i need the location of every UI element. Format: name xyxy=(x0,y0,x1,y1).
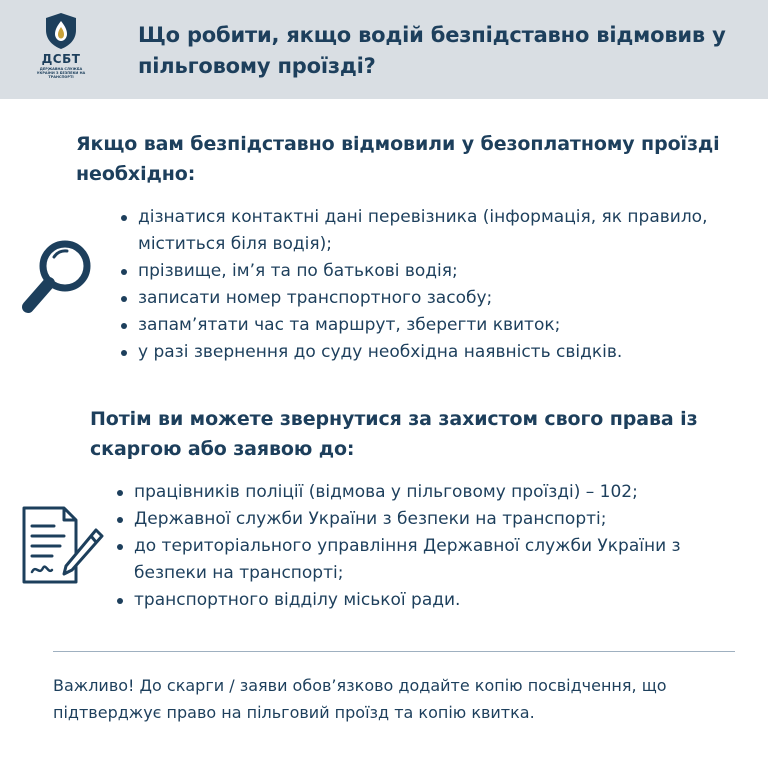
list-item: до територіального управління Державної служби України з безпеки на транспорті; xyxy=(114,533,754,587)
list-item: у разі звернення до суду необхідна наявність свідків. xyxy=(118,339,738,366)
section1-title: Якщо вам безпідставно відмовили у безоплатному проїзді необхідно: xyxy=(76,133,720,185)
magnifying-glass-icon xyxy=(20,236,96,320)
list-item: Державної служби України з безпеки на транспорті; xyxy=(114,506,754,533)
list-item: дізнатися контактні дані перевізника (інформація, як правило, міститься біля водія); xyxy=(118,204,738,258)
important-note: Важливо! До скарги / заяви обов’язково додайте копію посвідчення, що підтверджує право на пільговий проїзд та копію квитка. xyxy=(53,676,667,722)
list-item: транспортного відділу міської ради. xyxy=(114,587,754,614)
section2-list xyxy=(114,479,754,614)
document-pen-icon xyxy=(20,504,104,588)
header-banner xyxy=(0,0,768,99)
list-item: записати номер транспортного засобу; xyxy=(118,285,738,312)
list-item: прізвище, ім’я та по батькові водія; xyxy=(118,258,738,285)
page-title: Що робити, якщо водій безпідставно відмовив у пільговому проїзді? xyxy=(138,23,726,78)
list-item: працівників поліції (відмова у пільговому проїзді) – 102; xyxy=(114,479,754,506)
logo-abbreviation: ДСБТ xyxy=(41,52,81,66)
list-item: запам’ятати час та маршрут, зберегти квиток; xyxy=(118,312,738,339)
divider xyxy=(53,651,735,652)
section2-title: Потім ви можете звернутися за захистом свого права із скаргою або заявою до: xyxy=(90,408,698,460)
section1-list xyxy=(118,204,738,366)
dsbt-logo xyxy=(30,12,92,86)
logo-subtitle: ДЕРЖАВНА СЛУЖБА УКРАЇНИ З БЕЗПЕКИ НА ТРАНСПОРТІ xyxy=(36,67,86,79)
shield-logo-icon xyxy=(44,12,78,50)
